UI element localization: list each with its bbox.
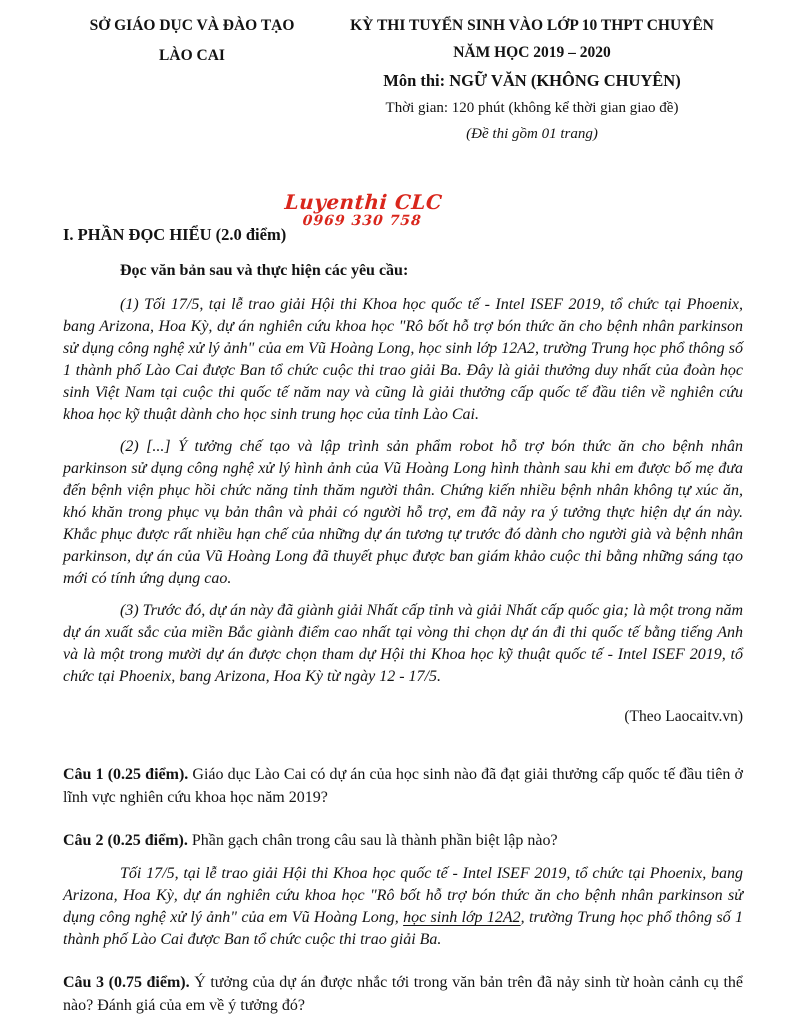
- question-3: [63, 971, 743, 1017]
- quote-after-underline: , trường Trung học phổ thông số 1 thành phố Lào Cai được Ban tổ chức cuộc thi trao giải Ba.: [63, 909, 744, 948]
- reading-paragraph-1: (1) Tối 17/5, tại lễ trao giải Hội thi Khoa học quốc tế - Intel ISEF 2019, tổ chức tại Phoenix, bang Arizona, Hoa Kỳ, dự án nghiên cứu khoa học "Rô bốt hỗ trợ bón thức ăn cho bệnh nhân parkinson sử dụng công nghệ xử lý ảnh" của em Vũ Hoàng Long, học sinh lớp 12A2, trường Trung học phổ thông số 1 thành phố Lào Cai được Ban tổ chức cuộc thi trao giải Ba. Đây là giải thưởng duy nhất của đoàn học sinh Việt Nam tại cuộc thi quốc tế năm nay và cũng là giải thưởng cấp quốc tế đầu tiên về nghiên cứu khoa học kỹ thuật dành cho học sinh trung học của tỉnh Lào Cai.: [63, 296, 743, 423]
- reading-instruction: Đọc văn bản sau và thực hiện các yêu cầu:: [120, 262, 409, 279]
- exam-title: KỲ THI TUYỂN SINH VÀO LỚP 10 THPT CHUYÊN: [350, 17, 714, 34]
- section-1-heading: I. PHẦN ĐỌC HIỂU (2.0 điểm): [63, 225, 287, 244]
- source-attribution: (Theo Laocaitv.vn): [624, 708, 743, 725]
- duration-line: Thời gian: 120 phút (không kể thời gian giao đề): [385, 100, 679, 116]
- reading-paragraph-3: (3) Trước đó, dự án này đã giành giải Nhất cấp tỉnh và giải Nhất cấp quốc gia; là một trong năm dự án xuất sắc của miền Bắc giành điểm cao nhất tại vòng thi chọn dự án đi thi quốc tế bằng tiếng Anh và là một trong mười dự án được chọn tham dự Hội thi Khoa học kỹ thuật quốc tế - Intel ISEF 2019, tổ chức tại Phoenix, bang Arizona, Hoa Kỳ từ ngày 12 - 17/5.: [63, 602, 743, 685]
- question-2-label: Câu 2 (0.25 điểm).: [63, 832, 188, 849]
- province-name: LÀO CAI: [159, 47, 225, 64]
- watermark-brand: Luyenthi CLC: [283, 190, 444, 214]
- question-2-text: Phần gạch chân trong câu sau là thành phần biệt lập nào?: [187, 832, 558, 849]
- page-count-note: (Đề thi gồm 01 trang): [466, 126, 598, 142]
- question-3-text: Ý tưởng của dự án được nhắc tới trong văn bản trên đã nảy sinh từ hoàn cảnh cụ thể nào? Đánh giá của em về ý tưởng đó?: [63, 974, 743, 1014]
- question-1-label: Câu 1 (0.25 điểm).: [63, 766, 189, 783]
- quoted-sentence: [63, 863, 743, 951]
- quote-before-underline: Tối 17/5, tại lễ trao giải Hội thi Khoa học quốc tế - Intel ISEF 2019, tổ chức tại Phoenix, bang Arizona, Hoa Kỳ, dự án nghiên cứu khoa học "Rô bốt hỗ trợ bón thức ăn cho bệnh nhân parkinson sử dụng công nghệ xử lý ảnh" của em Vũ Hoàng Long,: [63, 865, 743, 926]
- underlined-phrase: học sinh lớp 12A2: [403, 909, 521, 926]
- luyenthi-clc-watermark: [282, 192, 445, 229]
- department-name: SỞ GIÁO DỤC VÀ ĐÀO TẠO: [89, 17, 295, 34]
- question-1: [63, 763, 743, 809]
- subject-line: Môn thi: NGỮ VĂN (KHÔNG CHUYÊN): [383, 71, 681, 90]
- school-year: NĂM HỌC 2019 – 2020: [453, 44, 611, 61]
- reading-paragraph-2: (2) [...] Ý tưởng chế tạo và lập trình sản phẩm robot hỗ trợ bón thức ăn cho bệnh nhân parkinson sử dụng công nghệ xử lý hình ảnh của Vũ Hoàng Long hình thành sau khi em được bố mẹ đưa đến bệnh viện phục hồi chức năng tỉnh thăm người thân. Chứng kiến nhiều bệnh nhân không tự xúc ăn, khó khăn trong phục vụ bản thân và phải có người hỗ trợ, em đã nảy ra ý tưởng thực hiện dự án này. Khắc phục được rất nhiều hạn chế của những dự án tương tự trước đó dành cho người già và bệnh nhân parkinson, dự án của Vũ Hoàng Long đã thuyết phục được ban giám khảo cuộc thi bằng những sáng tạo mới có tính ứng dụng cao.: [63, 438, 743, 587]
- issuing-authority-block: [63, 12, 321, 65]
- question-3-label: Câu 3 (0.75 điểm).: [63, 974, 190, 991]
- exam-header: [63, 12, 743, 152]
- watermark-phone: 0969 330 758: [302, 213, 423, 229]
- exam-title-block: [321, 12, 743, 152]
- question-1-text: Giáo dục Lào Cai có dự án của học sinh nào đã đạt giải thưởng cấp quốc tế đầu tiên ở lĩnh vực nghiên cứu khoa học năm 2019?: [63, 766, 744, 806]
- question-2: [63, 829, 743, 852]
